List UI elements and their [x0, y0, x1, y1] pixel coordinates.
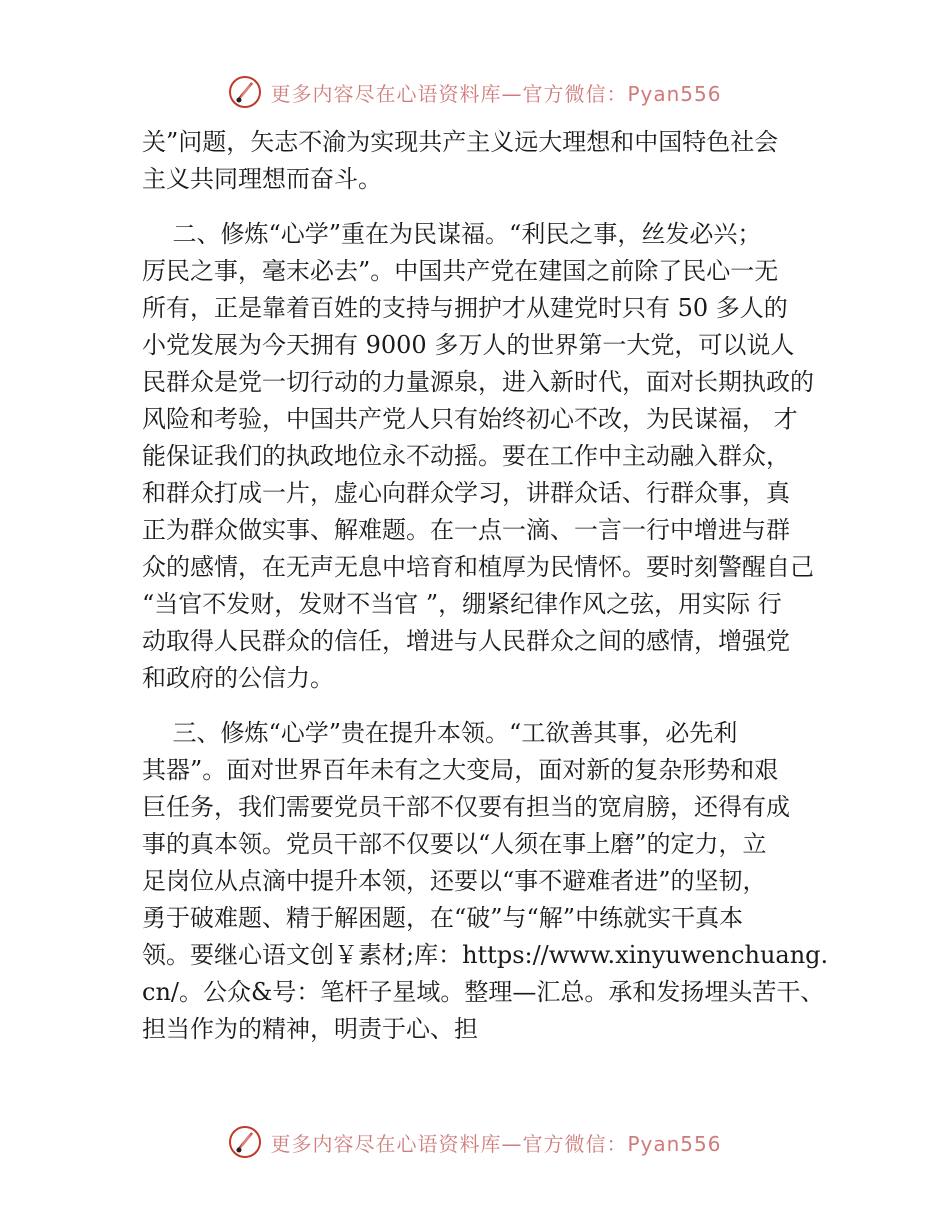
text-line: 担当作为的精神，明责于心、担	[142, 1015, 478, 1043]
header-watermark	[0, 72, 950, 112]
paragraph	[142, 124, 842, 198]
text-line: “当官不发财，发财不当官 ”，绷紧纪律作风之弦，用实际 行	[142, 590, 782, 618]
text-line: 巨任务，我们需要党员干部不仅要有担当的宽肩膀，还得有成	[142, 793, 790, 821]
text-line: 正为群众做实事、解难题。在一点一滴、一言一行中增进与群	[142, 516, 790, 544]
paragraph	[142, 216, 842, 697]
watermark-text: 更多内容尽在心语资料库—官方微信：Pyan556	[270, 1131, 722, 1156]
paragraph	[142, 715, 842, 1048]
text-line: 小党发展为今天拥有 9000 多万人的世界第一大党，可以说人	[142, 331, 795, 359]
text-line: 动取得人民群众的信任，增进与人民群众之间的感情，增强党	[142, 627, 790, 655]
text-line: 和政府的公信力。	[142, 664, 334, 692]
text-line: cn/。公众&号：笔杆子星域。整理—汇总。承和发扬埋头苦干、	[142, 978, 825, 1006]
footer-watermark	[0, 1122, 950, 1162]
feather-logo-icon	[228, 75, 262, 109]
text-line: 所有，正是靠着百姓的支持与拥护才从建党时只有 50 多人的	[142, 294, 788, 322]
text-line: 事的真本领。党员干部不仅要以“人须在事上磨”的定力，立	[142, 830, 767, 858]
text-line: 足岗位从点滴中提升本领，还要以“事不避难者进”的坚韧，	[142, 867, 767, 895]
text-line: 厉民之事，毫末必去”。中国共产党在建国之前除了民心一无	[142, 257, 779, 285]
text-line: 主义共同理想而奋斗。	[142, 165, 382, 193]
text-line: 二、修炼“心学”重在为民谋福。“利民之事，丝发必兴；	[142, 220, 762, 248]
document-body	[142, 124, 842, 1048]
text-line: 能保证我们的执政地位永不动摇。要在工作中主动融入群众，	[142, 442, 790, 470]
watermark-text: 更多内容尽在心语资料库—官方微信：Pyan556	[270, 81, 722, 106]
text-line: 众的感情，在无声无息中培育和植厚为民情怀。要时刻警醒自己	[142, 553, 814, 581]
text-line: 民群众是党一切行动的力量源泉，进入新时代，面对长期执政的	[142, 368, 814, 396]
feather-logo-icon	[228, 1125, 262, 1159]
text-line: 领。要继心语文创￥素材;库：https://www.xinyuwenchuang.	[142, 941, 829, 969]
text-line: 其器”。面对世界百年未有之大变局，面对新的复杂形势和艰	[142, 756, 779, 784]
text-line: 勇于破难题、精于解困题，在“破”与“解”中练就实干真本	[142, 904, 744, 932]
text-line: 风险和考验，中国共产党人只有始终初心不改，为民谋福， 才	[142, 405, 798, 433]
text-line: 三、修炼“心学”贵在提升本领。“工欲善其事，必先利	[142, 719, 738, 747]
text-line: 关”问题，矢志不渝为实现共产主义远大理想和中国特色社会	[142, 128, 779, 156]
text-line: 和群众打成一片，虚心向群众学习，讲群众话、行群众事，真	[142, 479, 790, 507]
